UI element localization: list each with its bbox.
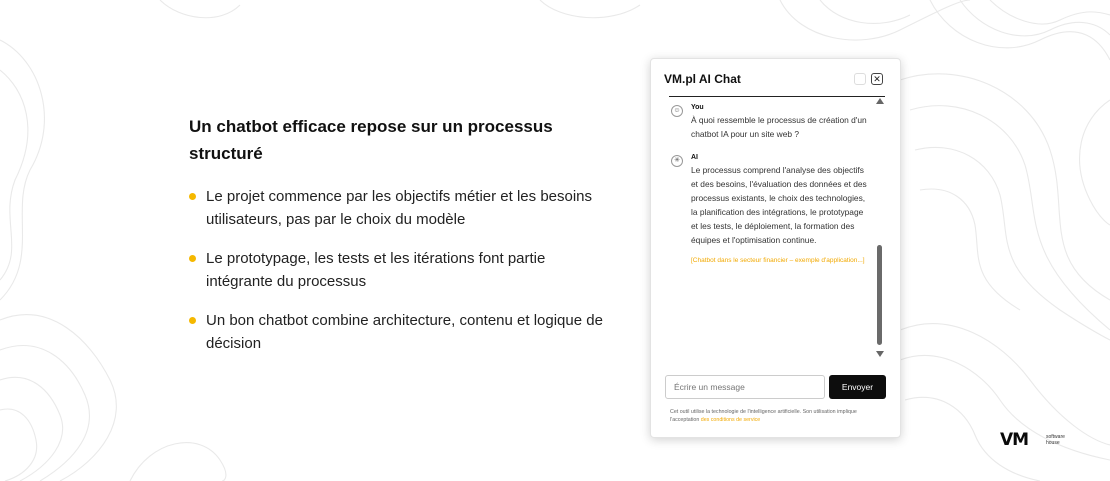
bullet-text: Le prototypage, les tests et les itérations font partie intégrante du processus	[206, 250, 546, 290]
bullet-item	[189, 185, 609, 231]
terms-link[interactable]: des conditions de service	[700, 417, 761, 423]
scrollbar-thumb[interactable]	[877, 245, 882, 345]
message-text: Le processus comprend l'analyse des objectifs et des besoins, l'évaluation des données et des processus existants, le choix des technologies, la planification des intégrations, le prototypage et les tests, le déploiement, la formation des équipes et l'optimisation continue.	[691, 165, 867, 245]
message-list	[671, 103, 871, 279]
header-divider	[669, 96, 885, 97]
logo-mark: VM	[1000, 430, 1029, 450]
company-logo	[1000, 430, 1065, 450]
bullet-list	[189, 185, 609, 355]
intro-section	[189, 113, 609, 371]
user-message	[671, 103, 871, 141]
bullet-text: Le projet commence par les objectifs métier et les besoins utilisateurs, pas par le choix du modèle	[206, 188, 593, 228]
message-author: AI	[691, 154, 698, 161]
disclaimer	[670, 408, 880, 424]
ai-message	[671, 153, 871, 267]
message-text: À quoi ressemble le processus de création d'un chatbot IA pour un site web ?	[691, 115, 867, 139]
bullet-item	[189, 247, 609, 293]
chat-title: VM.pl AI Chat	[664, 72, 741, 86]
disclaimer-text: Cet outil utilise la technologie de l'intelligence artificielle. Son utilisation implique l'acceptation	[670, 409, 857, 423]
chat-header	[651, 59, 900, 97]
message-author: You	[691, 104, 704, 111]
ai-avatar-icon: ✳	[671, 155, 683, 167]
bullet-text: Un bon chatbot combine architecture, contenu et logique de décision	[206, 312, 603, 352]
close-icon[interactable]: ✕	[871, 73, 883, 85]
message-input[interactable]	[665, 375, 825, 399]
bullet-item	[189, 309, 609, 355]
scroll-down-icon[interactable]	[876, 351, 884, 357]
scroll-up-icon[interactable]	[876, 98, 884, 104]
logo-subtitle: software house	[1046, 434, 1065, 446]
bullet-dot-icon	[189, 193, 196, 200]
section-heading: Un chatbot efficace repose sur un processus structuré	[189, 117, 553, 163]
example-link[interactable]: [Chatbot dans le secteur financier – exemple d'application...]	[691, 257, 865, 264]
user-avatar-icon: ☺	[671, 105, 683, 117]
chat-widget	[650, 58, 901, 438]
expand-icon[interactable]	[854, 73, 866, 85]
bullet-dot-icon	[189, 317, 196, 324]
bullet-dot-icon	[189, 255, 196, 262]
send-button[interactable]: Envoyer	[829, 375, 886, 399]
